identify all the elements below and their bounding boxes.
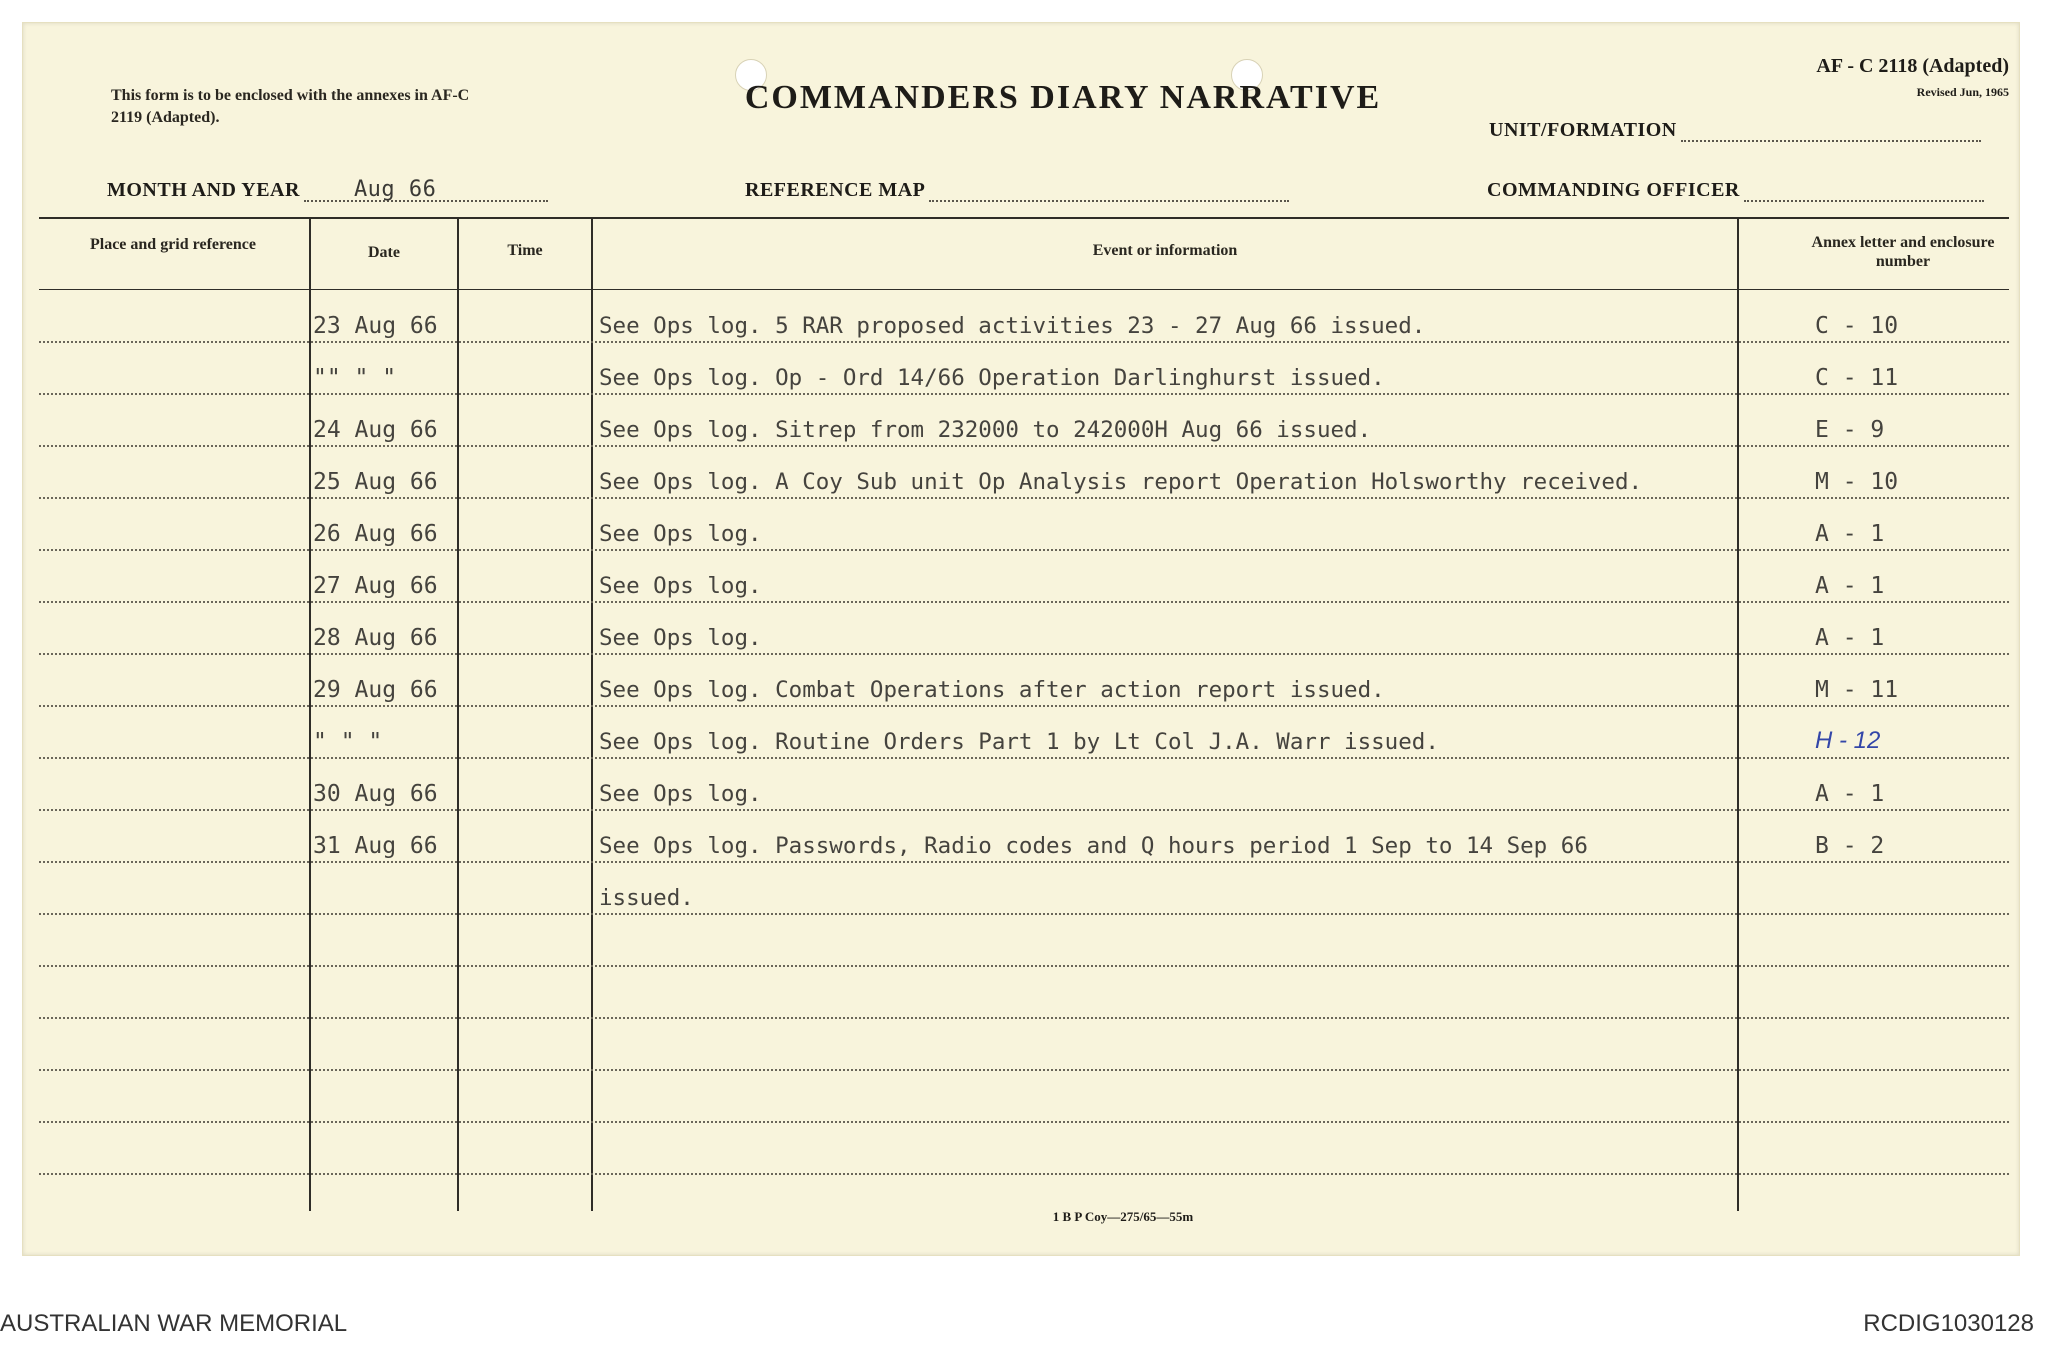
form-title: COMMANDERS DIARY NARRATIVE [744,79,1382,116]
header-event: Event or information [1092,242,1238,259]
table-row [39,1069,2009,1123]
row-event: See Ops log. [599,521,762,547]
row-date: 30 Aug 66 [313,781,438,807]
table-row [39,445,2009,499]
row-event: issued. [599,885,694,911]
row-event: See Ops log. Sitrep from 232000 to 242000H Aug 66 issued. [599,417,1372,443]
row-event: See Ops log. Combat Operations after action report issued. [599,677,1385,703]
unit-formation-label: UNIT/FORMATION [1489,119,1677,141]
table-row [39,289,2009,343]
commanding-officer-field [1487,179,1984,202]
table-row [39,549,2009,603]
table-row [39,809,2009,863]
table-top-rule [39,217,2009,219]
row-date: "" " " [313,365,397,391]
row-date: 27 Aug 66 [313,573,438,599]
diary-sheet [22,22,2020,1256]
table-row [39,341,2009,395]
row-event: See Ops log. Op - Ord 14/66 Operation Darlinghurst issued. [599,365,1385,391]
row-event: See Ops log. [599,781,762,807]
row-event: See Ops log. [599,625,762,651]
row-annex: M - 11 [1815,677,1899,703]
row-annex: A - 1 [1815,573,1885,599]
table-row [39,965,2009,1019]
row-annex: A - 1 [1815,521,1885,547]
table-row [39,757,2009,811]
month-year-value: Aug 66 [353,177,437,202]
table-row [39,601,2009,655]
header-time: Time [507,242,543,259]
row-event: See Ops log. Passwords, Radio codes and Q hours period 1 Sep to 14 Sep 66 [599,833,1588,859]
row-annex: A - 1 [1815,625,1885,651]
row-date: 25 Aug 66 [313,469,438,495]
table-row [39,913,2009,967]
row-annex: B - 2 [1815,833,1885,859]
reference-map-field [745,179,1289,202]
row-date: 26 Aug 66 [313,521,438,547]
table-row [39,1121,2009,1175]
unit-formation-field [1489,119,1981,142]
row-event: See Ops log. 5 RAR proposed activities 23 - 27 Aug 66 issued. [599,313,1426,339]
commanding-officer-label: COMMANDING OFFICER [1487,179,1740,201]
header-annex: Annex letter and enclosure number [1811,234,1995,270]
row-date: 29 Aug 66 [313,677,438,703]
row-date: 31 Aug 66 [313,833,438,859]
row-annex: E - 9 [1815,417,1885,443]
row-event: See Ops log. Routine Orders Part 1 by Lt Col J.A. Warr issued. [599,729,1439,755]
table-row [39,861,2009,915]
row-date: 23 Aug 66 [313,313,438,339]
archive-id: RCDIG1030128 [1863,1310,2034,1337]
instruction-note: This form is to be enclosed with the annexes in AF-C 2119 (Adapted). [111,87,470,126]
row-annex: A - 1 [1815,781,1885,807]
month-year-label: MONTH AND YEAR [107,179,300,201]
month-year-field [107,179,548,202]
table-row [39,653,2009,707]
row-annex: H - 12 [1815,727,1881,754]
row-annex: M - 10 [1815,469,1899,495]
row-annex: C - 10 [1815,313,1899,339]
row-event: See Ops log. A Coy Sub unit Op Analysis report Operation Holsworthy received. [599,469,1643,495]
table-row [39,393,2009,447]
row-date: " " " [313,729,383,755]
table-row [39,497,2009,551]
row-event: See Ops log. [599,573,762,599]
row-date: 28 Aug 66 [313,625,438,651]
archive-caption: AUSTRALIAN WAR MEMORIAL [0,1310,348,1337]
revised-date: Revised Jun, 1965 [1916,85,2009,99]
header-date: Date [368,244,400,261]
form-number: AF - C 2118 (Adapted) [1816,55,2009,77]
row-annex: C - 11 [1815,365,1899,391]
table-row [39,705,2009,759]
row-date: 24 Aug 66 [313,417,438,443]
printer-line: 1 B P Coy—275/65—55m [1052,1209,1194,1224]
header-place: Place and grid reference [89,236,257,253]
reference-map-label: REFERENCE MAP [745,179,926,201]
table-row [39,1017,2009,1071]
